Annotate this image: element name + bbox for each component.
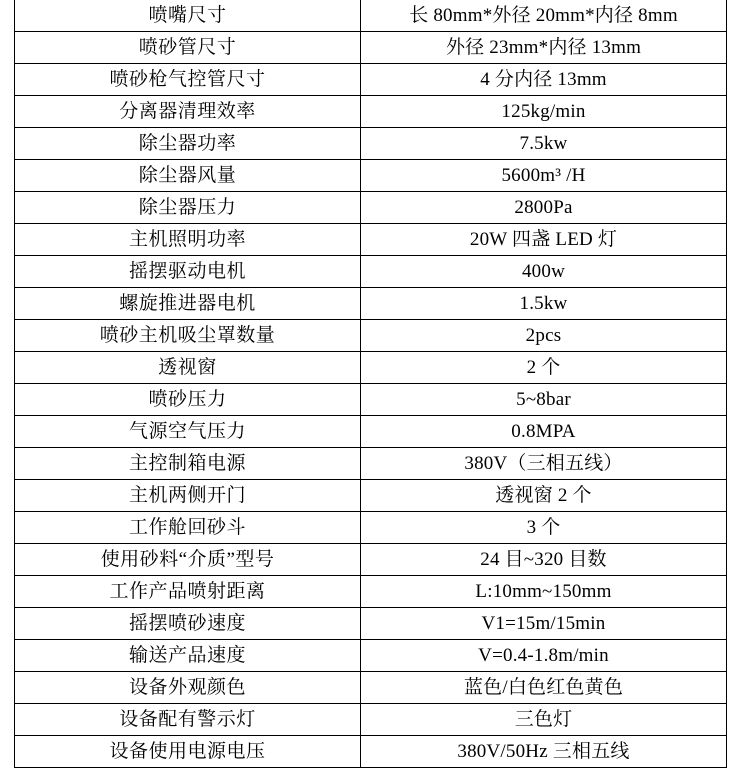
spec-value: 长 80mm*外径 20mm*内径 8mm bbox=[361, 0, 727, 32]
spec-value: 380V/50Hz 三相五线 bbox=[361, 736, 727, 768]
spec-label: 透视窗 bbox=[15, 352, 361, 384]
spec-value: 125kg/min bbox=[361, 96, 727, 128]
table-row bbox=[15, 640, 727, 672]
table-row bbox=[15, 128, 727, 160]
table-row bbox=[15, 384, 727, 416]
table-row bbox=[15, 512, 727, 544]
spec-value: 24 目~320 目数 bbox=[361, 544, 727, 576]
table-row bbox=[15, 320, 727, 352]
spec-value: 2 个 bbox=[361, 352, 727, 384]
spec-value: 7.5kw bbox=[361, 128, 727, 160]
specification-table bbox=[14, 0, 727, 768]
table-row bbox=[15, 576, 727, 608]
spec-label: 除尘器压力 bbox=[15, 192, 361, 224]
spec-label: 工作产品喷射距离 bbox=[15, 576, 361, 608]
spec-label: 喷嘴尺寸 bbox=[15, 0, 361, 32]
spec-value: 5~8bar bbox=[361, 384, 727, 416]
spec-label: 喷砂枪气控管尺寸 bbox=[15, 64, 361, 96]
spec-label: 除尘器风量 bbox=[15, 160, 361, 192]
spec-value: 5600m³ /H bbox=[361, 160, 727, 192]
spec-value: 3 个 bbox=[361, 512, 727, 544]
spec-value: 透视窗 2 个 bbox=[361, 480, 727, 512]
spec-value: 0.8MPA bbox=[361, 416, 727, 448]
spec-label: 输送产品速度 bbox=[15, 640, 361, 672]
spec-value: 380V（三相五线） bbox=[361, 448, 727, 480]
spec-label: 设备配有警示灯 bbox=[15, 704, 361, 736]
spec-value: 20W 四盏 LED 灯 bbox=[361, 224, 727, 256]
table-row bbox=[15, 448, 727, 480]
spec-value: 2pcs bbox=[361, 320, 727, 352]
table-row bbox=[15, 672, 727, 704]
spec-label: 喷砂主机吸尘罩数量 bbox=[15, 320, 361, 352]
spec-label: 喷砂管尺寸 bbox=[15, 32, 361, 64]
spec-label: 工作舱回砂斗 bbox=[15, 512, 361, 544]
table-row bbox=[15, 352, 727, 384]
spec-label: 使用砂料“介质”型号 bbox=[15, 544, 361, 576]
table-row bbox=[15, 608, 727, 640]
spec-label: 摇摆驱动电机 bbox=[15, 256, 361, 288]
spec-value: 蓝色/白色红色黄色 bbox=[361, 672, 727, 704]
spec-label: 主控制箱电源 bbox=[15, 448, 361, 480]
table-row bbox=[15, 544, 727, 576]
spec-value: V=0.4-1.8m/min bbox=[361, 640, 727, 672]
table-body bbox=[15, 0, 727, 768]
spec-label: 摇摆喷砂速度 bbox=[15, 608, 361, 640]
spec-label: 除尘器功率 bbox=[15, 128, 361, 160]
table-row bbox=[15, 96, 727, 128]
spec-label: 主机两侧开门 bbox=[15, 480, 361, 512]
spec-label: 螺旋推进器电机 bbox=[15, 288, 361, 320]
spec-value: 1.5kw bbox=[361, 288, 727, 320]
spec-value: 三色灯 bbox=[361, 704, 727, 736]
table-row bbox=[15, 0, 727, 32]
spec-value: 4 分内径 13mm bbox=[361, 64, 727, 96]
table-row bbox=[15, 288, 727, 320]
spec-value: 外径 23mm*内径 13mm bbox=[361, 32, 727, 64]
table-row bbox=[15, 224, 727, 256]
spec-value: 400w bbox=[361, 256, 727, 288]
spec-value: L:10mm~150mm bbox=[361, 576, 727, 608]
table-row bbox=[15, 192, 727, 224]
table-row bbox=[15, 416, 727, 448]
spec-label: 气源空气压力 bbox=[15, 416, 361, 448]
spec-label: 设备使用电源电压 bbox=[15, 736, 361, 768]
spec-value: V1=15m/15min bbox=[361, 608, 727, 640]
spec-label: 喷砂压力 bbox=[15, 384, 361, 416]
spec-label: 设备外观颜色 bbox=[15, 672, 361, 704]
spec-label: 主机照明功率 bbox=[15, 224, 361, 256]
table-row bbox=[15, 160, 727, 192]
table-row bbox=[15, 736, 727, 768]
table-row bbox=[15, 32, 727, 64]
table-row bbox=[15, 704, 727, 736]
table-row bbox=[15, 256, 727, 288]
table-row bbox=[15, 480, 727, 512]
table-row bbox=[15, 64, 727, 96]
spec-label: 分离器清理效率 bbox=[15, 96, 361, 128]
spec-value: 2800Pa bbox=[361, 192, 727, 224]
